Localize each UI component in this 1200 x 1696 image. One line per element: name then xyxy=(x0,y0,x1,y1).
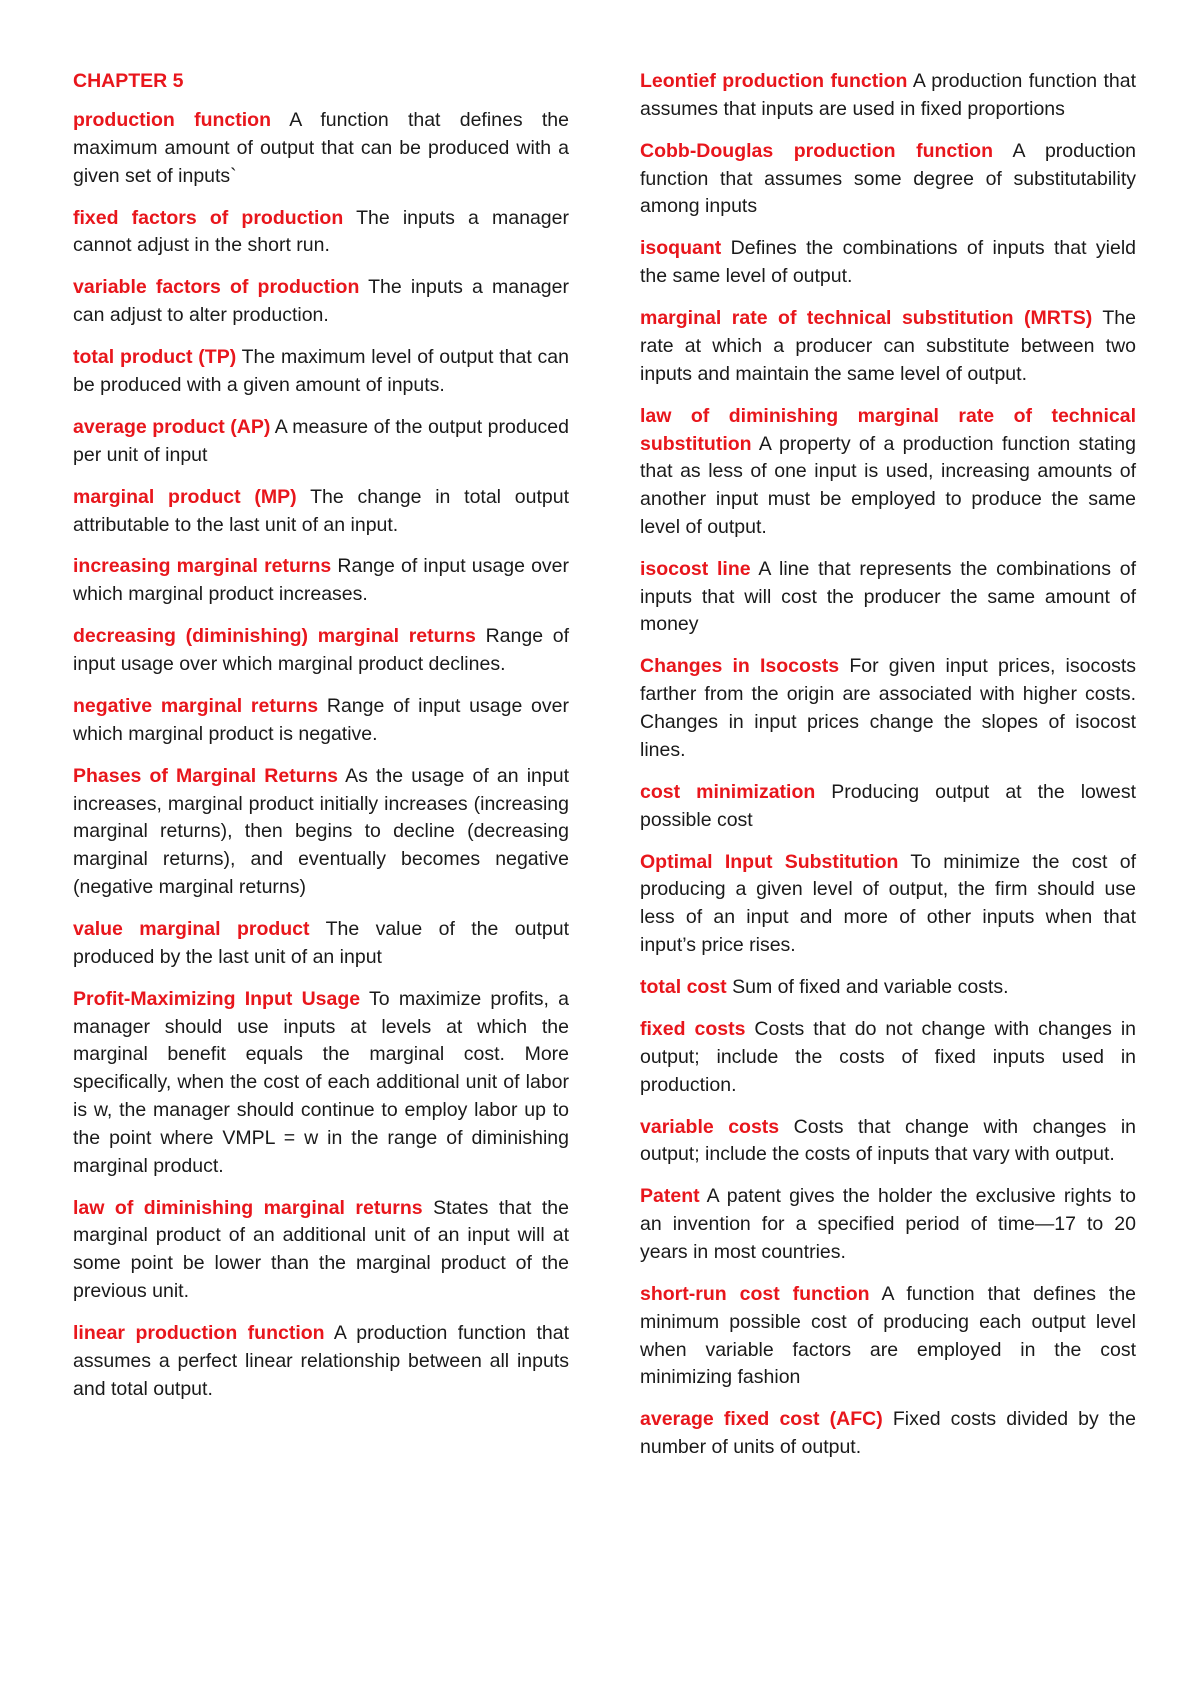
glossary-entry xyxy=(73,623,569,679)
glossary-definition: The change in total output attributable to the last unit of an input. xyxy=(73,485,570,536)
glossary-term: isocost line xyxy=(640,557,751,580)
glossary-entry xyxy=(640,974,1136,1002)
glossary-entry xyxy=(73,553,569,609)
glossary-definition: The inputs a manager cannot adjust in the short run. xyxy=(73,206,569,257)
glossary-definition: The rate at which a producer can substitute between two inputs and maintain the same level of output. xyxy=(640,307,1136,385)
glossary-entry xyxy=(73,916,569,972)
glossary-entry xyxy=(640,305,1136,388)
left-entries xyxy=(73,107,569,1403)
glossary-definition: A measure of the output produced per unit of input xyxy=(73,415,569,466)
glossary-definition: Producing output at the lowest possible cost xyxy=(640,780,1136,831)
glossary-entry xyxy=(640,1016,1136,1099)
glossary-term: linear production function xyxy=(73,1321,325,1344)
glossary-term: law of diminishing marginal rate of technical substitution xyxy=(640,404,1136,455)
glossary-term: Phases of Marginal Returns xyxy=(73,764,338,787)
glossary-entry xyxy=(640,1406,1136,1462)
glossary-entry xyxy=(640,1281,1136,1392)
glossary-entry xyxy=(73,1320,569,1403)
glossary-entry xyxy=(640,849,1136,960)
glossary-definition: Sum of fixed and variable costs. xyxy=(732,976,1009,998)
glossary-term: fixed costs xyxy=(640,1017,746,1040)
glossary-term: isoquant xyxy=(640,237,722,260)
glossary-entry xyxy=(73,274,569,330)
left-column xyxy=(73,68,569,1418)
glossary-entry xyxy=(640,1114,1136,1170)
glossary-entry xyxy=(73,107,569,190)
glossary-definition: For given input prices, isocosts farther from the origin are associated with higher costs. Changes in input prices change the slopes of isocost lines. xyxy=(640,655,1137,761)
glossary-definition: Range of input usage over which marginal product is negative. xyxy=(73,695,569,745)
glossary-term: average product (AP) xyxy=(73,415,271,438)
glossary-term: Changes in Isocosts xyxy=(640,655,840,678)
glossary-term: Cobb-Douglas production function xyxy=(640,139,994,162)
glossary-definition: States that the marginal product of an additional unit of an input will at some point be lower than the marginal product of the previous unit. xyxy=(73,1196,569,1302)
glossary-definition: Costs that change with changes in output; include the costs of inputs that vary with output. xyxy=(640,1115,1137,1166)
glossary-entry xyxy=(73,1195,569,1306)
glossary-term: value marginal product xyxy=(73,918,310,940)
glossary-definition: A patent gives the holder the exclusive rights to an invention for a specified period of time—17 to 20 years in most countries. xyxy=(640,1185,1136,1263)
glossary-definition: A line that represents the combinations of inputs that will cost the producer the same amount of money xyxy=(640,557,1137,636)
glossary-term: marginal rate of technical substitution (MRTS) xyxy=(640,307,1093,330)
glossary-definition: Defines the combinations of inputs that yield the same level of output. xyxy=(640,237,1136,288)
glossary-definition: A function that defines the maximum amount of output that can be produced with a given set of inputs` xyxy=(73,109,569,187)
glossary-term: Optimal Input Substitution xyxy=(640,850,899,873)
glossary-definition: Range of input usage over which marginal product declines. xyxy=(73,625,569,676)
glossary-entry xyxy=(73,205,569,261)
glossary-term: average fixed cost (AFC) xyxy=(640,1408,883,1431)
glossary-entry xyxy=(640,68,1136,124)
glossary-definition: A property of a production function stating that as less of one input is used, increasing amounts of another input must be employed to produce the same level of output. xyxy=(640,432,1136,538)
glossary-definition: To maximize profits, a manager should use inputs at levels at which the marginal benefit equals the marginal cost. More specifically, when the cost of each additional unit of labor is w, the manager should continue to employ labor up to the point where VMPL = w in the range of diminishing marginal product. xyxy=(73,987,569,1177)
glossary-entry xyxy=(640,1183,1136,1266)
glossary-term: Profit-Maximizing Input Usage xyxy=(73,987,361,1010)
glossary-definition: The maximum level of output that can be produced with a given amount of inputs. xyxy=(73,346,569,396)
glossary-entry xyxy=(640,556,1136,639)
glossary-entry xyxy=(640,235,1136,291)
right-column xyxy=(640,68,1136,1476)
glossary-definition: A production function that assumes a perfect linear relationship between all inputs and total output. xyxy=(73,1321,569,1400)
glossary-entry xyxy=(640,138,1136,221)
glossary-definition: A function that defines the minimum possible cost of producing each output level when variable factors are employed in the cost minimizing fashion xyxy=(640,1282,1137,1389)
glossary-term: variable costs xyxy=(640,1115,780,1138)
glossary-entry xyxy=(73,763,569,902)
glossary-definition: To minimize the cost of producing a given level of output, the firm should use less of an input and more of other inputs when that input’s price rises. xyxy=(640,850,1136,957)
glossary-entry xyxy=(73,414,569,470)
chapter-title: CHAPTER 5 xyxy=(73,70,184,92)
glossary-term: total cost xyxy=(640,976,727,998)
glossary-definition: The inputs a manager can adjust to alter production. xyxy=(73,276,569,327)
glossary-entry xyxy=(73,484,569,540)
glossary-term: decreasing (diminishing) marginal returns xyxy=(73,625,476,648)
glossary-entry xyxy=(640,403,1136,542)
glossary-term: Patent xyxy=(640,1185,700,1208)
glossary-entry xyxy=(73,344,569,400)
glossary-term: fixed factors of production xyxy=(73,206,344,229)
glossary-entry xyxy=(73,986,569,1181)
glossary-term: law of diminishing marginal returns xyxy=(73,1196,423,1219)
glossary-definition: Fixed costs divided by the number of units of output. xyxy=(640,1408,1136,1459)
glossary-definition: A production function that assumes that inputs are used in fixed proportions xyxy=(640,70,1137,120)
glossary-term: negative marginal returns xyxy=(73,695,319,718)
glossary-definition: Costs that do not change with changes in output; include the costs of fixed inputs used in production. xyxy=(640,1017,1136,1096)
glossary-term: increasing marginal returns xyxy=(73,555,332,578)
glossary-term: Leontief production function xyxy=(640,70,908,92)
glossary-term: production function xyxy=(73,109,271,131)
glossary-entry xyxy=(640,653,1136,764)
glossary-term: short-run cost function xyxy=(640,1282,870,1305)
glossary-term: cost minimization xyxy=(640,780,816,803)
glossary-definition: As the usage of an input increases, marginal product initially increases (increasing marginal returns), then begins to decline (decreasing marginal returns), and eventually becomes negative (negative marginal returns) xyxy=(73,764,569,899)
glossary-definition: Range of input usage over which marginal product increases. xyxy=(73,555,569,606)
glossary-term: marginal product (MP) xyxy=(73,485,297,508)
glossary-entry xyxy=(640,779,1136,835)
glossary-definition: The value of the output produced by the last unit of an input xyxy=(73,918,569,968)
glossary-term: total product (TP) xyxy=(73,346,237,369)
glossary-entry xyxy=(73,693,569,749)
glossary-term: variable factors of production xyxy=(73,276,360,299)
right-entries xyxy=(640,68,1136,1462)
glossary-definition: A production function that assumes some degree of substitutability among inputs xyxy=(640,139,1137,218)
